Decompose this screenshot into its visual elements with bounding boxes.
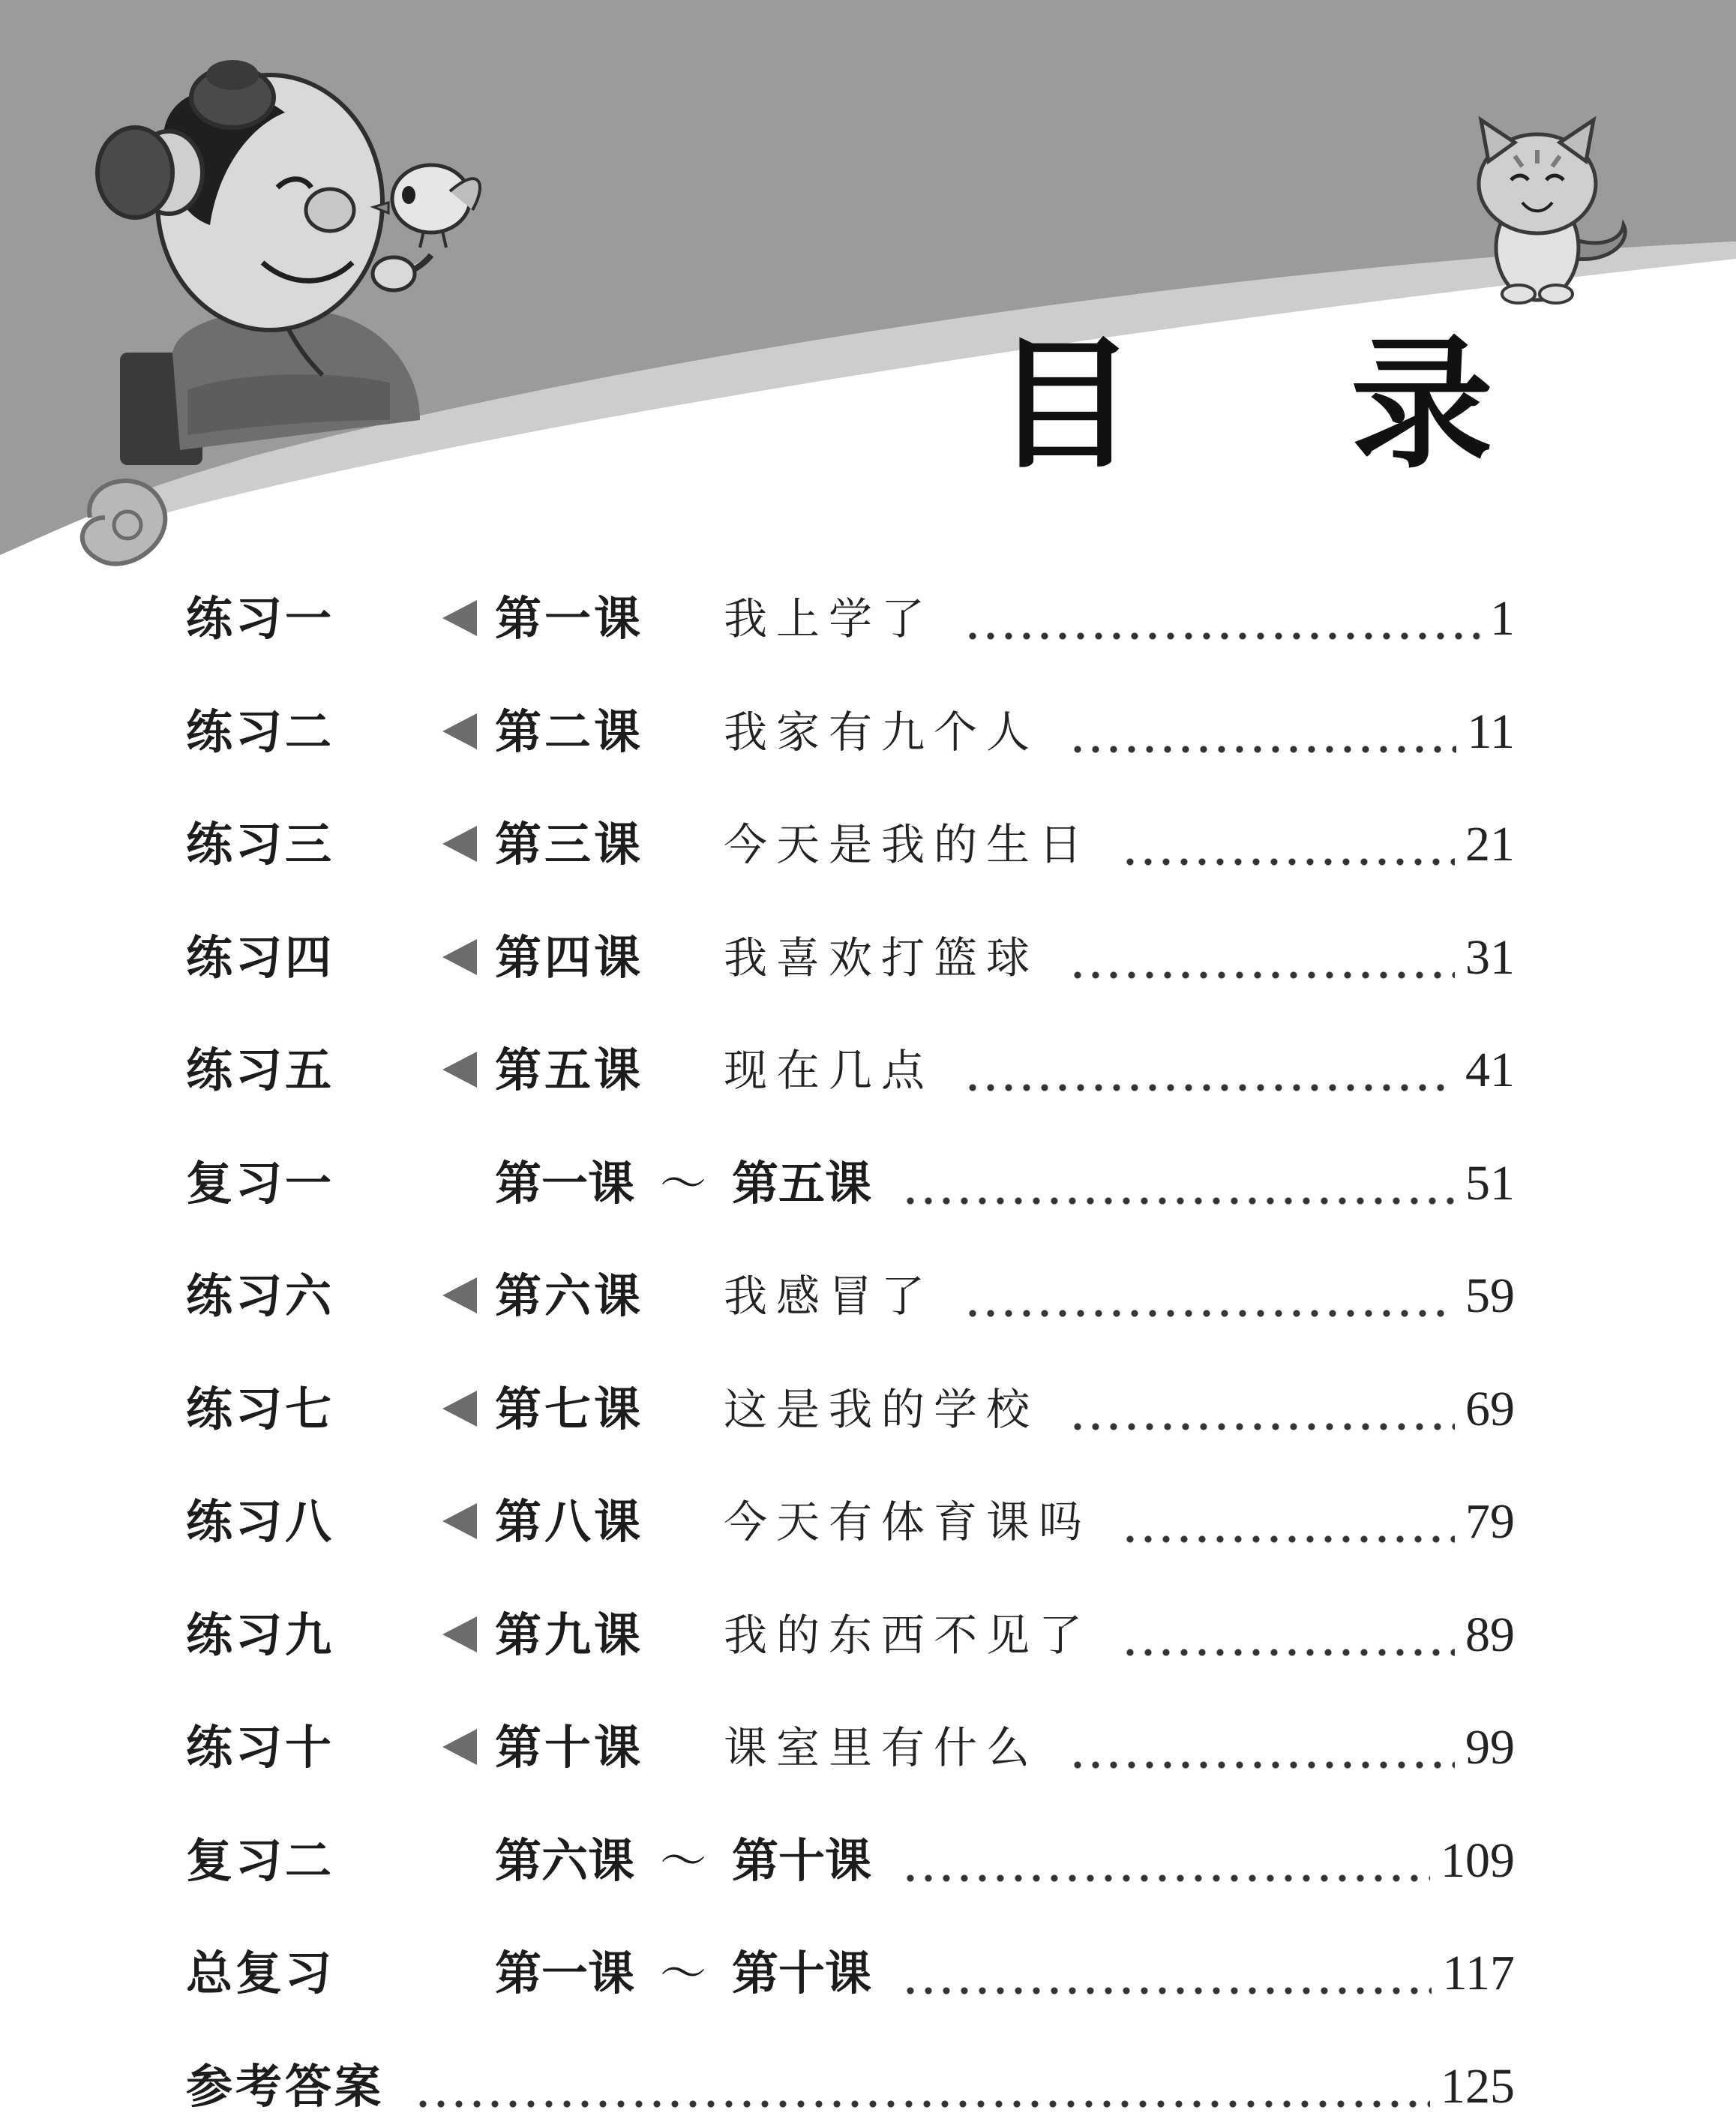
toc-range-start: 第六课 (495, 1832, 635, 1888)
toc-exercise-label: 总复习 (186, 1946, 335, 2000)
toc-exercise-label: 练习十 (186, 1720, 335, 1775)
toc-exercise-label: 练习七 (186, 1381, 335, 1436)
toc-range-start: 第一课 (495, 1946, 635, 2000)
toc-range-end: 第十课 (732, 1946, 872, 2000)
toc-page-number: 117 (1442, 1946, 1515, 2000)
toc-topic-title: 这是我的学校 (724, 1383, 1039, 1435)
toc-page-number: 59 (1465, 1268, 1515, 1323)
toc-row[interactable] (0, 691, 1736, 773)
toc-lesson-label: 第五课 (495, 1043, 644, 1097)
triangle-marker-icon (442, 1052, 477, 1088)
triangle-marker-icon (442, 1277, 477, 1313)
toc-topic-title: 今天是我的生日 (724, 819, 1092, 870)
toc-page-number: 21 (1465, 817, 1515, 872)
triangle-marker-icon (442, 1391, 477, 1427)
toc-range-end: 第十课 (732, 1832, 872, 1888)
dot-leader (1069, 1376, 1455, 1451)
dot-leader (901, 1150, 1455, 1225)
toc-lesson-label: 第七课 (495, 1381, 644, 1436)
toc-row[interactable] (0, 1481, 1736, 1563)
page-title: 目 录 (994, 322, 1576, 488)
dot-leader (1069, 924, 1455, 999)
toc-exercise-label: 练习三 (186, 817, 335, 872)
toc-page-number: 125 (1441, 2058, 1515, 2114)
toc-exercise-label: 练习一 (186, 591, 335, 646)
dot-leader (1121, 811, 1455, 886)
toc-topic-title: 我感冒了 (724, 1271, 934, 1322)
toc-page-number: 1 (1490, 591, 1515, 646)
toc-lesson-label: 第一课 (495, 591, 644, 646)
dot-leader (414, 2053, 1430, 2128)
triangle-marker-icon (442, 600, 477, 636)
dot-leader (1069, 1714, 1455, 1789)
toc-exercise-label: 练习六 (186, 1268, 335, 1323)
toc-lesson-label: 第四课 (495, 929, 644, 985)
toc-lesson-label: 第十课 (495, 1720, 644, 1775)
toc-lesson-range (495, 1142, 871, 1225)
toc-exercise-label: 练习五 (186, 1043, 335, 1097)
toc-row[interactable] (0, 1255, 1736, 1337)
toc-topic-title: 现在几点 (724, 1045, 934, 1096)
toc-exercise-label: 练习四 (186, 929, 335, 985)
dot-leader (901, 1827, 1430, 1902)
dot-leader (964, 1262, 1455, 1337)
toc-exercise-label: 练习九 (186, 1607, 335, 1662)
toc-exercise-label: 复习二 (186, 1832, 335, 1888)
toc-row[interactable] (0, 803, 1736, 886)
toc-exercise-label: 练习二 (186, 704, 335, 759)
toc-topic-title: 今天有体育课吗 (724, 1496, 1092, 1547)
toc-exercise-label: 复习一 (186, 1155, 335, 1211)
toc-page-number: 41 (1465, 1043, 1515, 1097)
toc-page-number: 69 (1465, 1381, 1515, 1436)
dot-leader (964, 1037, 1455, 1112)
toc-page-number: 51 (1465, 1155, 1515, 1211)
triangle-marker-icon (442, 939, 477, 975)
dot-leader (1121, 1488, 1455, 1563)
toc-page-number: 11 (1467, 704, 1515, 759)
toc-page-number: 79 (1465, 1494, 1515, 1549)
toc-range-separator: ～ (660, 1946, 707, 2000)
toc-row[interactable] (0, 1706, 1736, 1789)
toc-exercise-label: 参考答案 (186, 2058, 385, 2114)
toc-row[interactable] (0, 1029, 1736, 1112)
toc-topic-title: 课室里有什么 (724, 1722, 1039, 1773)
triangle-marker-icon (442, 1616, 477, 1652)
toc-lesson-label: 第六课 (495, 1268, 644, 1323)
toc-row[interactable] (0, 1594, 1736, 1676)
toc-row[interactable] (0, 2045, 1736, 2128)
toc-page-number: 109 (1441, 1832, 1515, 1888)
dot-leader (1069, 698, 1456, 773)
dot-leader (964, 585, 1480, 660)
toc-topic-title: 我家有九个人 (724, 706, 1039, 758)
toc-topic-title: 我上学了 (724, 593, 934, 644)
toc-range-separator: ～ (660, 1155, 707, 1211)
dot-leader (901, 1940, 1432, 2015)
toc-row[interactable] (0, 1368, 1736, 1451)
toc-topic-title: 我的东西不见了 (724, 1609, 1092, 1661)
toc-row[interactable] (0, 917, 1736, 999)
toc-range-end: 第五课 (732, 1155, 872, 1211)
triangle-marker-icon (442, 1503, 477, 1539)
toc-lesson-label: 第三课 (495, 817, 644, 872)
toc-topic-title: 我喜欢打篮球 (724, 932, 1039, 983)
toc-lesson-label: 第八课 (495, 1494, 644, 1549)
toc-lesson-label: 第二课 (495, 704, 644, 759)
dot-leader (1121, 1601, 1455, 1676)
toc-page-number: 31 (1465, 929, 1515, 985)
triangle-marker-icon (442, 713, 477, 749)
toc-row[interactable] (0, 578, 1736, 660)
toc-lesson-label: 第九课 (495, 1607, 644, 1662)
toc-row[interactable] (0, 1932, 1736, 2015)
toc-lesson-range (495, 1932, 871, 2015)
toc-range-separator: ～ (660, 1832, 707, 1888)
header-banner (0, 0, 1736, 585)
toc-lesson-range (495, 1820, 871, 1902)
toc-range-start: 第一课 (495, 1155, 635, 1211)
triangle-marker-icon (442, 1729, 477, 1765)
toc-row[interactable] (0, 1142, 1736, 1225)
toc-page-number: 89 (1465, 1607, 1515, 1662)
toc-exercise-label: 练习八 (186, 1494, 335, 1549)
toc-page-number: 99 (1465, 1720, 1515, 1775)
triangle-marker-icon (442, 826, 477, 862)
toc-row[interactable] (0, 1820, 1736, 1902)
